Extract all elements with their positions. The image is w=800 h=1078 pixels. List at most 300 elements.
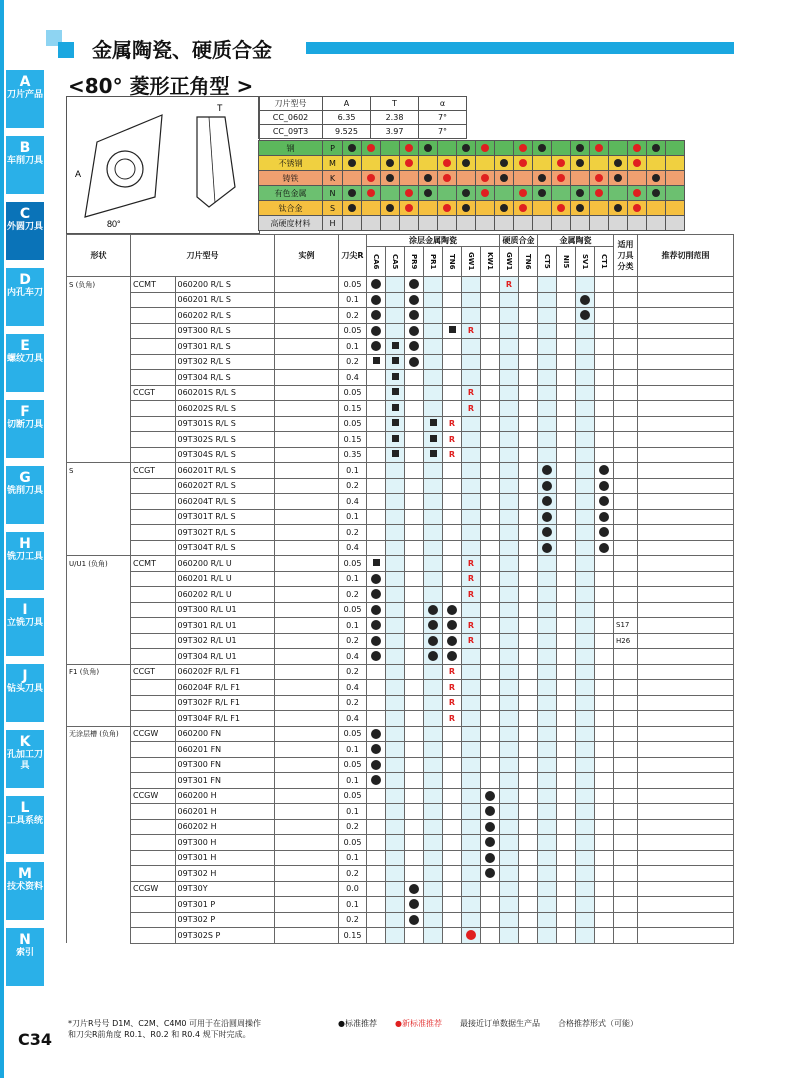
table-row	[67, 525, 734, 541]
side-tab-k[interactable]	[6, 730, 44, 790]
grade-mark-cell	[595, 447, 614, 463]
row-radius: 0.05	[339, 323, 367, 339]
side-tab-b[interactable]	[6, 136, 44, 196]
grade-mark-cell	[386, 478, 405, 494]
grade-mark-cell	[367, 478, 386, 494]
side-tab-e[interactable]	[6, 334, 44, 394]
grade-mark-cell	[386, 370, 405, 386]
grade-mark-cell	[367, 881, 386, 897]
grade-mark-cell	[443, 494, 462, 510]
grade-mark-cell	[405, 773, 424, 789]
row-model: 09T302 H	[175, 866, 275, 882]
side-tab-f[interactable]	[6, 400, 44, 460]
grade-mark-cell	[576, 308, 595, 324]
grade-mark-cell	[443, 556, 462, 572]
grade-mark-cell	[386, 602, 405, 618]
material-grade-cell	[590, 186, 609, 201]
grade-mark-cell	[595, 354, 614, 370]
row-tool-class	[614, 680, 638, 696]
grade-mark-cell	[519, 819, 538, 835]
grade-mark-cell	[367, 804, 386, 820]
grade-mark-cell	[519, 447, 538, 463]
standard-dot	[485, 868, 495, 878]
grade-mark-cell	[481, 680, 500, 696]
grade-mark-cell	[443, 478, 462, 494]
grade-mark-cell	[481, 866, 500, 882]
material-grade-cell	[514, 141, 533, 156]
table-row	[67, 339, 734, 355]
suitability-dot	[652, 174, 660, 182]
grade-mark-cell	[519, 664, 538, 680]
material-grade-cell	[514, 156, 533, 171]
grade-mark-cell	[462, 478, 481, 494]
grade-mark-cell	[424, 912, 443, 928]
page-number: C34	[18, 1030, 53, 1049]
grade-mark-cell	[595, 757, 614, 773]
grade-mark-cell	[576, 540, 595, 556]
row-radius: 0.4	[339, 711, 367, 727]
grade-mark-cell	[576, 788, 595, 804]
row-shape	[67, 447, 131, 463]
grade-mark-cell	[462, 742, 481, 758]
grade-mark-cell	[405, 478, 424, 494]
main-header-row-1	[67, 235, 734, 247]
grade-mark-cell	[595, 912, 614, 928]
grade-mark-cell	[519, 525, 538, 541]
suitability-dot	[538, 144, 546, 152]
grade-mark-cell	[443, 773, 462, 789]
grade-mark-cell	[367, 556, 386, 572]
grade-mark-cell	[576, 835, 595, 851]
row-example	[275, 416, 339, 432]
grade-mark-cell	[557, 881, 576, 897]
grade-mark-cell	[538, 866, 557, 882]
suitability-dot	[367, 189, 375, 197]
grade-mark-cell	[443, 788, 462, 804]
row-example	[275, 649, 339, 665]
grade-mark-cell	[519, 416, 538, 432]
standard-dot	[485, 853, 495, 863]
row-shape	[67, 633, 131, 649]
material-row	[259, 201, 685, 216]
standard-dot	[447, 605, 457, 615]
side-tab-j[interactable]	[6, 664, 44, 724]
row-model: 060201 R/L S	[175, 292, 275, 308]
row-type	[131, 602, 176, 618]
grade-mark-cell	[595, 866, 614, 882]
grade-mark-cell	[367, 509, 386, 525]
row-tool-class	[614, 835, 638, 851]
small-square	[430, 419, 437, 426]
grade-mark-cell	[405, 292, 424, 308]
standard-dot	[542, 481, 552, 491]
side-tab-a[interactable]	[6, 70, 44, 130]
grade-mark-cell	[557, 835, 576, 851]
grade-mark-cell	[538, 432, 557, 448]
row-example	[275, 788, 339, 804]
grade-mark-cell	[481, 835, 500, 851]
grade-mark-cell	[424, 323, 443, 339]
side-tab-c[interactable]	[6, 202, 44, 262]
grade-mark-cell	[576, 773, 595, 789]
grade-mark-cell	[367, 416, 386, 432]
row-shape	[67, 323, 131, 339]
grade-mark-cell	[367, 540, 386, 556]
row-shape: S (负角)	[67, 277, 131, 293]
grade-mark-cell	[519, 323, 538, 339]
grade-mark-cell	[424, 726, 443, 742]
material-name: 钛合金	[259, 201, 323, 216]
material-grade-cell	[533, 216, 552, 231]
row-tool-class	[614, 649, 638, 665]
side-tab-label: 铣刀工具	[6, 552, 43, 562]
grade-mark-cell	[576, 680, 595, 696]
grade-mark-cell	[443, 664, 462, 680]
material-code: K	[323, 171, 343, 186]
grade-mark-cell	[595, 850, 614, 866]
standard-dot	[371, 605, 381, 615]
grade-mark-cell	[443, 695, 462, 711]
table-row	[67, 835, 734, 851]
grade-mark-cell	[557, 649, 576, 665]
row-range	[638, 385, 734, 401]
grade-mark-cell	[443, 525, 462, 541]
grade-mark-cell	[481, 525, 500, 541]
legend-new: ●新标准推荐	[394, 1019, 442, 1028]
grade-mark-cell	[462, 494, 481, 510]
row-tool-class	[614, 695, 638, 711]
grade-mark-cell	[443, 804, 462, 820]
grade-mark-cell	[405, 494, 424, 510]
suitability-dot	[538, 174, 546, 182]
grade-mark-cell	[462, 788, 481, 804]
group-cermet: 金属陶瓷	[538, 235, 614, 247]
dims-cell: 3.97	[371, 125, 419, 139]
material-row	[259, 216, 685, 231]
side-tab-label: 技术资料	[6, 882, 43, 892]
material-grade-cell	[666, 216, 685, 231]
small-square	[449, 326, 456, 333]
grade-mark-cell	[481, 385, 500, 401]
row-model: 060200 R/L S	[175, 277, 275, 293]
suitability-dot	[462, 204, 470, 212]
grade-mark-cell	[481, 850, 500, 866]
row-range	[638, 277, 734, 293]
grade-mark-cell	[557, 680, 576, 696]
material-grade-cell	[628, 141, 647, 156]
grade-mark-cell	[462, 370, 481, 386]
grade-mark-cell	[576, 416, 595, 432]
grade-mark-cell	[443, 649, 462, 665]
row-tool-class	[614, 587, 638, 603]
grade-mark-cell	[538, 323, 557, 339]
grade-mark-cell	[538, 339, 557, 355]
row-type	[131, 509, 176, 525]
material-grade-cell	[381, 156, 400, 171]
grade-mark-cell	[367, 680, 386, 696]
row-example	[275, 866, 339, 882]
grade-mark-cell	[538, 850, 557, 866]
row-shape	[67, 835, 131, 851]
material-grade-cell	[362, 216, 381, 231]
row-model: 060202T R/L S	[175, 478, 275, 494]
side-tab-h[interactable]	[6, 532, 44, 592]
grade-mark-cell	[595, 680, 614, 696]
grade-mark-cell	[462, 385, 481, 401]
small-square	[392, 373, 399, 380]
material-grade-cell	[381, 186, 400, 201]
material-grade-cell	[457, 156, 476, 171]
material-grade-cell	[590, 171, 609, 186]
grade-mark-cell	[386, 401, 405, 417]
grade-mark-cell	[500, 711, 519, 727]
grade-mark-cell	[443, 416, 462, 432]
row-radius: 0.2	[339, 633, 367, 649]
grade-mark-cell	[538, 664, 557, 680]
side-tab-letter: E	[20, 338, 30, 354]
material-grade-cell	[476, 216, 495, 231]
grade-header: GW1	[462, 247, 481, 277]
grade-mark-cell	[424, 757, 443, 773]
grade-mark-cell	[386, 664, 405, 680]
side-tab-g[interactable]	[6, 466, 44, 526]
grade-mark-cell	[576, 370, 595, 386]
row-shape	[67, 649, 131, 665]
side-tab-letter: H	[19, 536, 31, 552]
grade-mark-cell	[443, 881, 462, 897]
row-range	[638, 773, 734, 789]
material-grade-cell	[590, 201, 609, 216]
side-tab-n[interactable]	[6, 928, 44, 988]
grade-mark-cell	[538, 618, 557, 634]
material-code: N	[323, 186, 343, 201]
dims-header-cell: 刀片型号	[259, 97, 323, 111]
material-grade-cell	[609, 186, 628, 201]
grade-mark-cell	[500, 881, 519, 897]
row-shape: F1 (负角)	[67, 664, 131, 680]
side-tab-m[interactable]	[6, 862, 44, 922]
side-tab-d[interactable]	[6, 268, 44, 328]
material-grade-cell	[609, 216, 628, 231]
legend-recommended: 合格推荐形式（可能）	[557, 1019, 638, 1028]
grade-mark-cell	[481, 928, 500, 944]
row-tool-class	[614, 850, 638, 866]
grade-mark-cell	[443, 447, 462, 463]
material-grade-cell	[476, 201, 495, 216]
row-example	[275, 478, 339, 494]
material-grade-cell	[362, 201, 381, 216]
grade-mark-cell	[443, 866, 462, 882]
row-tool-class	[614, 339, 638, 355]
row-radius: 0.05	[339, 788, 367, 804]
row-model: 060201S R/L S	[175, 385, 275, 401]
grade-mark-cell	[367, 525, 386, 541]
grade-mark-cell	[367, 649, 386, 665]
row-type: CCGT	[131, 664, 176, 680]
grade-mark-cell	[576, 757, 595, 773]
grade-mark-cell	[595, 292, 614, 308]
row-shape	[67, 788, 131, 804]
row-range	[638, 897, 734, 913]
material-grade-cell	[590, 156, 609, 171]
grade-mark-cell	[481, 416, 500, 432]
row-shape	[67, 881, 131, 897]
grade-header: SV1	[576, 247, 595, 277]
grade-mark-cell	[481, 277, 500, 293]
row-radius: 0.1	[339, 509, 367, 525]
material-name: 铸铁	[259, 171, 323, 186]
row-range	[638, 726, 734, 742]
grade-mark-cell	[386, 866, 405, 882]
table-row	[67, 587, 734, 603]
grade-mark-cell	[500, 385, 519, 401]
grade-mark-cell	[481, 695, 500, 711]
row-example	[275, 277, 339, 293]
row-example	[275, 385, 339, 401]
row-model: 09T302S R/L S	[175, 432, 275, 448]
grade-mark-cell	[443, 323, 462, 339]
grade-mark-cell	[500, 416, 519, 432]
footer-note-1: *刀片R号号 D1M、C2M、C4M0 可用于在沿圆周操作	[68, 1019, 262, 1028]
row-radius: 0.1	[339, 463, 367, 479]
row-shape	[67, 897, 131, 913]
grade-mark-cell	[557, 788, 576, 804]
material-row	[259, 171, 685, 186]
grade-mark-cell	[405, 370, 424, 386]
row-tool-class	[614, 773, 638, 789]
col-tool-class: 适用刀具分类	[614, 235, 638, 277]
grade-mark-cell	[443, 432, 462, 448]
row-range	[638, 866, 734, 882]
material-grade-cell	[495, 141, 514, 156]
row-type	[131, 912, 176, 928]
suitability-dot	[405, 144, 413, 152]
grade-mark-cell	[538, 447, 557, 463]
row-model: 09T301 FN	[175, 773, 275, 789]
row-example	[275, 339, 339, 355]
grade-mark-cell	[500, 819, 519, 835]
grade-mark-cell	[519, 354, 538, 370]
grade-mark-cell	[538, 680, 557, 696]
material-grade-cell	[666, 156, 685, 171]
small-square	[373, 357, 380, 364]
material-grade-cell	[571, 156, 590, 171]
dims-cell: 7°	[419, 125, 467, 139]
material-grade-cell	[419, 156, 438, 171]
standard-dot	[542, 527, 552, 537]
row-example	[275, 726, 339, 742]
grade-mark-cell	[519, 804, 538, 820]
row-example	[275, 494, 339, 510]
row-tool-class	[614, 897, 638, 913]
grade-mark-cell	[576, 339, 595, 355]
grade-mark-cell	[519, 742, 538, 758]
row-model: 060204T R/L S	[175, 494, 275, 510]
grade-mark-cell	[462, 540, 481, 556]
r-mark: R	[448, 667, 456, 677]
side-tab-l[interactable]	[6, 796, 44, 856]
table-row	[67, 370, 734, 386]
grade-mark-cell	[424, 571, 443, 587]
row-example	[275, 618, 339, 634]
row-shape	[67, 370, 131, 386]
row-model: 060202 R/L S	[175, 308, 275, 324]
material-grade-cell	[419, 171, 438, 186]
grade-mark-cell	[481, 447, 500, 463]
grade-mark-cell	[424, 742, 443, 758]
grade-mark-cell	[557, 525, 576, 541]
standard-dot	[409, 884, 419, 894]
row-model: 060201 H	[175, 804, 275, 820]
grade-mark-cell	[462, 339, 481, 355]
grade-mark-cell	[481, 788, 500, 804]
grade-mark-cell	[538, 525, 557, 541]
grade-mark-cell	[481, 292, 500, 308]
table-row	[67, 742, 734, 758]
side-tab-i[interactable]	[6, 598, 44, 658]
grade-header: PR9	[405, 247, 424, 277]
row-range	[638, 463, 734, 479]
row-tool-class: S17	[614, 618, 638, 634]
row-tool-class	[614, 540, 638, 556]
material-grade-cell	[552, 216, 571, 231]
suitability-dot	[557, 159, 565, 167]
standard-dot	[371, 651, 381, 661]
grade-mark-cell	[405, 881, 424, 897]
suitability-dot	[462, 159, 470, 167]
grade-mark-cell	[538, 370, 557, 386]
material-grade-cell	[647, 216, 666, 231]
row-type	[131, 757, 176, 773]
grade-mark-cell	[576, 447, 595, 463]
row-example	[275, 556, 339, 572]
grade-mark-cell	[405, 556, 424, 572]
suitability-dot	[500, 174, 508, 182]
row-shape	[67, 354, 131, 370]
legend-standard: ●标准推荐	[338, 1019, 377, 1028]
grade-mark-cell	[500, 788, 519, 804]
grade-mark-cell	[538, 649, 557, 665]
grade-mark-cell	[519, 339, 538, 355]
row-type	[131, 866, 176, 882]
grade-mark-cell	[538, 587, 557, 603]
grade-mark-cell	[481, 432, 500, 448]
grade-mark-cell	[424, 540, 443, 556]
row-model: 09T302T R/L S	[175, 525, 275, 541]
grade-mark-cell	[405, 509, 424, 525]
grade-mark-cell	[405, 680, 424, 696]
r-mark: R	[448, 682, 456, 692]
row-tool-class	[614, 819, 638, 835]
r-mark: R	[467, 326, 475, 336]
table-row	[67, 788, 734, 804]
material-grade-cell	[647, 201, 666, 216]
grade-mark-cell	[367, 928, 386, 944]
material-grade-cell	[666, 171, 685, 186]
row-radius: 0.1	[339, 339, 367, 355]
grade-mark-cell	[462, 509, 481, 525]
material-code: P	[323, 141, 343, 156]
grade-mark-cell	[405, 339, 424, 355]
grade-mark-cell	[405, 757, 424, 773]
grade-mark-cell	[386, 323, 405, 339]
material-grade-cell	[647, 186, 666, 201]
row-radius: 0.2	[339, 354, 367, 370]
grade-mark-cell	[386, 742, 405, 758]
standard-dot	[580, 295, 590, 305]
r-mark: R	[467, 388, 475, 398]
grade-mark-cell	[595, 432, 614, 448]
